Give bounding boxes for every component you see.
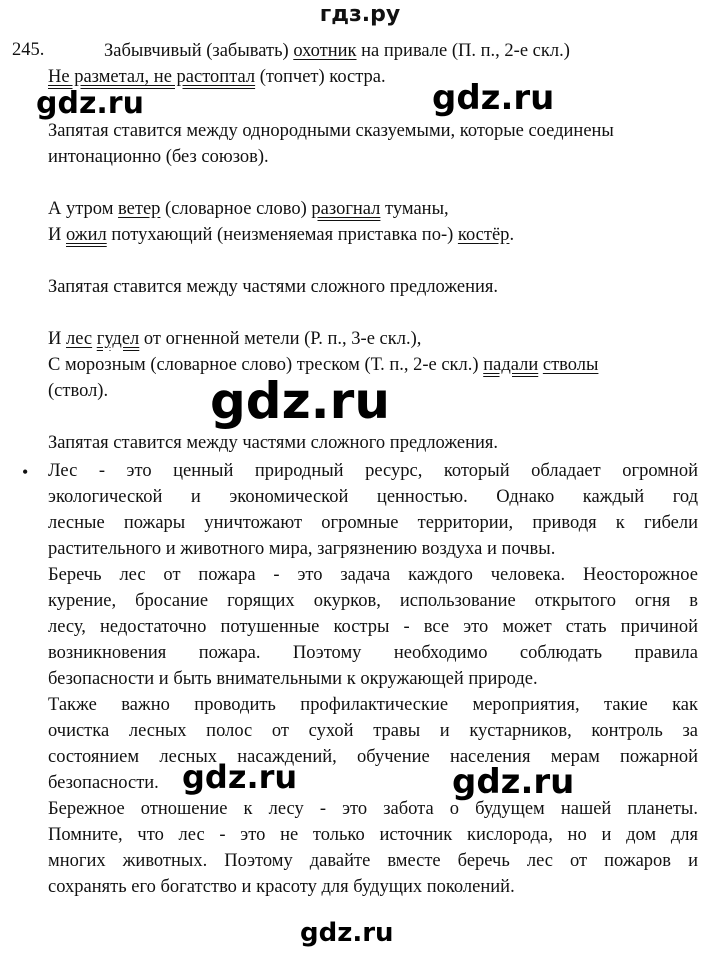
text-fragment: на привале (П. п., 2-е скл.)	[361, 41, 570, 61]
predicate-underlined: гудел	[96, 329, 140, 349]
subject-underlined: охотник	[293, 41, 357, 61]
essay-line: Помните, что лес - это не только источник кислорода, но и дом для	[48, 825, 698, 845]
subject-underlined: ветер	[118, 199, 161, 219]
essay-line: состоянием лесных насаждений, обучение населения мерам пожарной	[48, 747, 698, 767]
essay-line: Также важно проводить профилактические мероприятия, такие как	[48, 695, 698, 715]
essay-line: экологической и экономической ценностью. Однако каждый год	[48, 487, 698, 507]
watermark: gdz.ru	[452, 762, 575, 802]
text-fragment: Забывчивый (забывать)	[104, 41, 289, 61]
site-title: гдз.ру	[319, 2, 401, 27]
watermark: gdz.ru	[432, 78, 555, 118]
essay-line: лесные пожары уничтожают огромные территории, приводя к гибели	[48, 513, 698, 533]
text-fragment: (словарное слово)	[165, 199, 307, 219]
sentence3-line1	[48, 326, 421, 352]
predicate-underlined: разогнал	[311, 199, 381, 219]
note3: Запятая ставится между частями сложного предложения.	[48, 433, 499, 453]
bullet-icon: •	[22, 462, 29, 482]
essay-line: Бережное отношение к лесу - это забота о будущем нашей планеты.	[48, 799, 698, 819]
essay-line: курение, бросание горящих окурков, использование открытого огня в	[48, 591, 698, 611]
essay-line: безопасности и быть внимательными к окружающей природе.	[48, 669, 538, 689]
subject-underlined: костёр	[457, 225, 510, 245]
text-fragment: туманы,	[385, 199, 449, 219]
note2: Запятая ставится между частями сложного предложения.	[48, 277, 499, 297]
essay-line: растительного и животного мира, загрязнению воздуха и почвы.	[48, 539, 556, 559]
essay-line: сохранять его богатство и красоту для будущих поколений.	[48, 877, 515, 897]
watermark: gdz.ru	[210, 372, 390, 430]
subject-underlined: лес	[66, 329, 93, 349]
text-fragment: И	[48, 329, 62, 349]
essay-line: безопасности.	[48, 773, 159, 793]
predicate-underlined: ожил	[66, 225, 107, 245]
watermark: gdz.ru	[300, 918, 394, 948]
sentence2-line2	[48, 222, 514, 248]
text-fragment: от огненной метели (Р. п., 3-е скл.),	[143, 329, 422, 349]
text-fragment: А утром	[48, 199, 114, 219]
essay-line: возникновения пожара. Поэтому необходимо соблюдать правила	[48, 643, 698, 663]
text-fragment: С морозным (словарное слово) треском (Т. п., 2-е скл.)	[48, 355, 479, 375]
text-fragment: .	[509, 225, 515, 245]
sentence3-line3: (ствол).	[48, 381, 109, 401]
predicate-underlined: падали	[483, 355, 539, 375]
essay-line: лесу, недостаточно потушенные костры - все это может стать причиной	[48, 617, 698, 637]
sentence2-line1	[48, 196, 449, 222]
note1-line2: интонационно (без союзов).	[48, 147, 269, 167]
subject-underlined: стволы	[542, 355, 599, 375]
essay-line: многих животных. Поэтому давайте вместе беречь лес от пожаров и	[48, 851, 698, 871]
predicate-underlined: Не разметал, не растоптал	[48, 67, 256, 87]
essay-line: Лес - это ценный природный ресурс, который обладает огромной	[48, 461, 698, 481]
watermark: gdz.ru	[182, 758, 298, 796]
note1-line1: Запятая ставится между однородными сказуемыми, которые соединены	[48, 121, 614, 141]
essay-line: Беречь лес от пожара - это задача каждого человека. Неосторожное	[48, 565, 698, 585]
essay-line: очистка лесных полос от сухой травы и кустарников, контроль за	[48, 721, 698, 741]
sentence1-line1	[104, 38, 570, 64]
text-fragment: И	[48, 225, 62, 245]
exercise-number: 245.	[12, 40, 45, 60]
text-fragment: (топчет) костра.	[259, 67, 386, 87]
watermark: gdz.ru	[36, 86, 144, 121]
text-fragment: потухающий (неизменяемая приставка по-)	[111, 225, 454, 245]
